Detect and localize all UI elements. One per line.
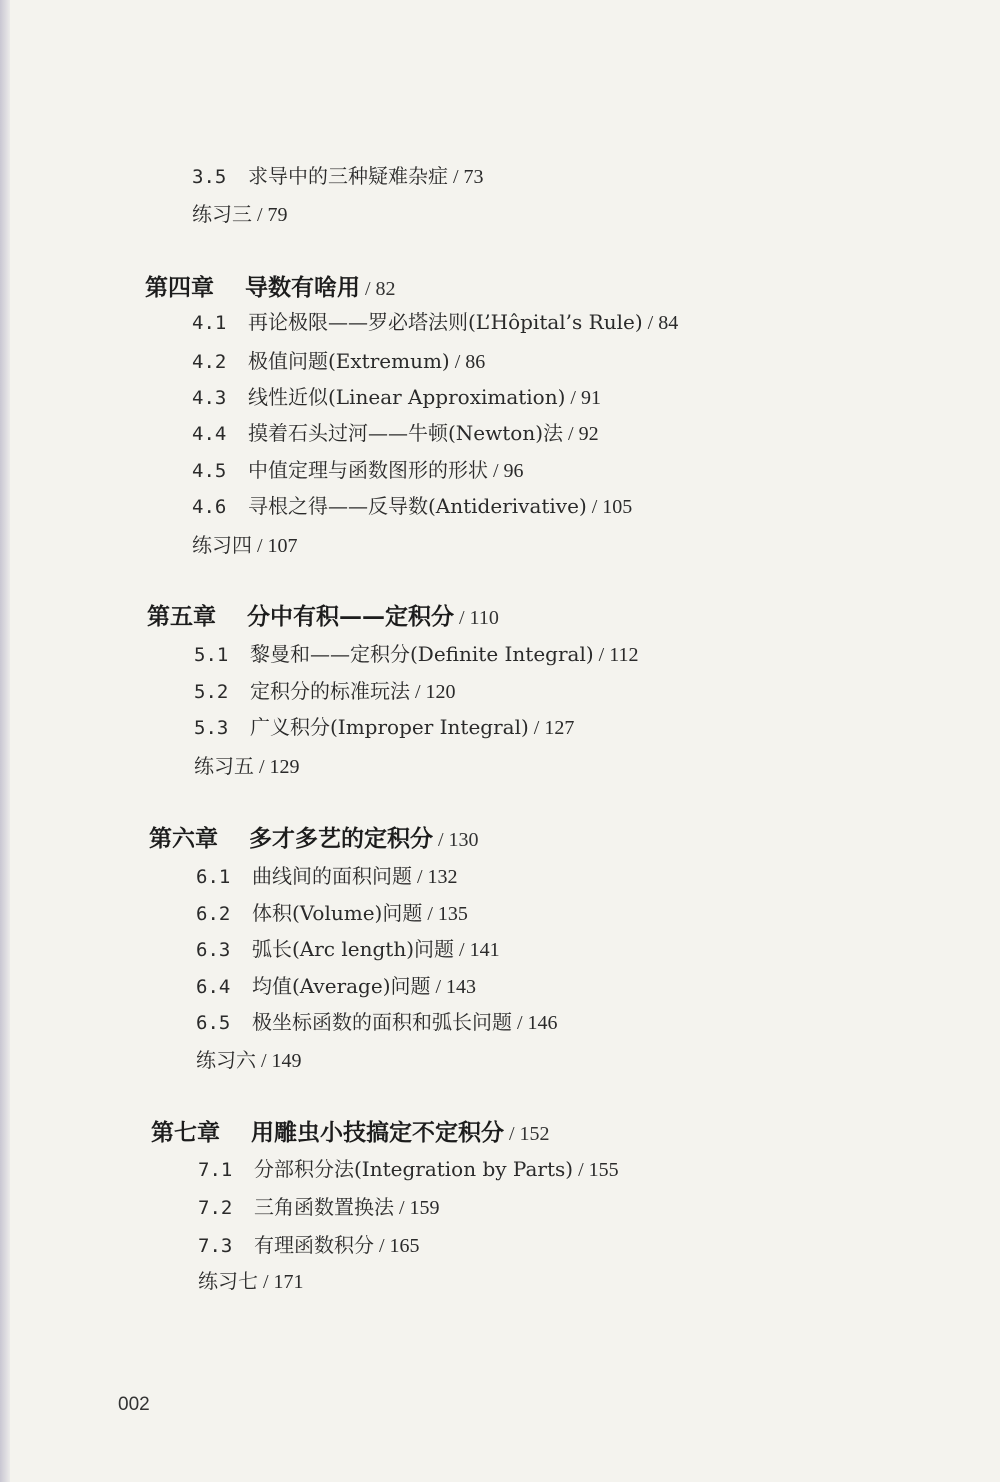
entry-title: 用雕虫小技搞定不定积分 xyxy=(251,1119,504,1146)
entry-page-number: / 171 xyxy=(258,1271,304,1293)
toc-entry xyxy=(192,383,601,412)
section-number: 5.1 xyxy=(194,644,229,666)
section-number: 6.5 xyxy=(196,1012,231,1034)
section-number: 6.3 xyxy=(196,939,231,961)
toc-entry xyxy=(192,162,484,191)
entry-title: 分中有积——定积分 xyxy=(247,603,454,630)
entry-page-number: / 155 xyxy=(573,1159,619,1181)
entry-title: 练习四 xyxy=(192,533,252,557)
entry-page-number: / 120 xyxy=(410,681,456,703)
entry-page-number: / 141 xyxy=(454,939,500,961)
chapter-heading xyxy=(145,274,396,303)
section-number: 7.2 xyxy=(198,1197,233,1219)
entry-page-number: / 129 xyxy=(254,756,300,778)
entry-title: 多才多艺的定积分 xyxy=(249,825,433,852)
chapter-heading xyxy=(151,1119,550,1148)
entry-page-number: / 107 xyxy=(252,535,298,557)
section-number: 6.4 xyxy=(196,976,231,998)
section-number: 5.3 xyxy=(194,717,229,739)
entry-title: 极坐标函数的面积和弧长问题 xyxy=(252,1010,512,1034)
entry-title: 广义积分(Improper Integral) xyxy=(250,715,529,739)
entry-title: 寻根之得——反导数(Antiderivative) xyxy=(248,494,587,518)
entry-title: 三角函数置换法 xyxy=(254,1195,394,1219)
entry-page-number: / 86 xyxy=(449,351,486,373)
exercise-entry xyxy=(196,1046,302,1075)
entry-title: 黎曼和——定积分(Definite Integral) xyxy=(250,642,594,666)
exercise-entry xyxy=(192,531,298,560)
entry-page-number: / 159 xyxy=(394,1197,440,1219)
entry-page-number: / 105 xyxy=(586,496,633,518)
entry-title: 弧长(Arc length)问题 xyxy=(252,937,455,961)
entry-title: 极值问题(Extremum) xyxy=(248,349,450,373)
chapter-label: 第五章 xyxy=(147,603,216,630)
section-number: 4.5 xyxy=(192,460,227,482)
toc-entry xyxy=(192,492,632,521)
toc-entry xyxy=(194,640,639,669)
section-number: 3.5 xyxy=(192,166,227,188)
entry-title: 中值定理与函数图形的形状 xyxy=(248,458,488,482)
entry-title: 再论极限——罗必塔法则(L’Hôpital’s Rule) xyxy=(248,310,643,334)
entry-title: 摸着石头过河——牛顿(Newton)法 xyxy=(248,421,564,445)
toc-entry xyxy=(196,972,476,1001)
entry-page-number: / 165 xyxy=(374,1235,420,1257)
section-number: 4.3 xyxy=(192,387,227,409)
entry-page-number: / 84 xyxy=(642,312,679,334)
toc-entry xyxy=(196,862,458,891)
entry-title: 练习五 xyxy=(194,754,254,778)
entry-title: 练习六 xyxy=(196,1048,256,1072)
chapter-label: 第七章 xyxy=(151,1119,220,1146)
toc-entry xyxy=(194,713,574,742)
toc-entry xyxy=(198,1193,440,1222)
entry-page-number: / 146 xyxy=(512,1012,558,1034)
section-number: 4.4 xyxy=(192,423,227,445)
section-number: 6.2 xyxy=(196,903,231,925)
entry-page-number: / 149 xyxy=(256,1050,302,1072)
entry-title: 均值(Average)问题 xyxy=(252,974,431,998)
chapter-heading xyxy=(147,603,499,632)
section-number: 7.3 xyxy=(198,1235,233,1257)
toc-entry xyxy=(196,899,468,928)
page-number: 002 xyxy=(118,1394,150,1415)
entry-title: 定积分的标准玩法 xyxy=(250,679,410,703)
toc-entry xyxy=(198,1231,420,1260)
entry-title: 曲线间的面积问题 xyxy=(252,864,412,888)
entry-title: 线性近似(Linear Approximation) xyxy=(248,385,566,409)
entry-page-number: / 132 xyxy=(412,866,458,888)
section-number: 4.1 xyxy=(192,312,227,334)
chapter-heading xyxy=(149,825,479,854)
toc-entry xyxy=(192,308,678,337)
exercise-entry xyxy=(198,1267,304,1296)
entry-title: 体积(Volume)问题 xyxy=(252,901,423,925)
entry-page-number: / 130 xyxy=(433,829,479,851)
toc-entry xyxy=(192,419,599,448)
toc-entry xyxy=(192,456,524,485)
toc-entry xyxy=(196,935,500,964)
entry-page-number: / 112 xyxy=(593,644,639,666)
toc-entry xyxy=(194,677,456,706)
exercise-entry xyxy=(194,752,300,781)
entry-page-number: / 92 xyxy=(563,423,599,445)
entry-title: 练习三 xyxy=(192,202,252,226)
section-number: 4.2 xyxy=(192,351,227,373)
entry-title: 练习七 xyxy=(198,1269,258,1293)
section-number: 7.1 xyxy=(198,1159,233,1181)
entry-page-number: / 82 xyxy=(360,278,396,300)
entry-page-number: / 91 xyxy=(565,387,601,409)
entry-title: 分部积分法(Integration by Parts) xyxy=(254,1157,574,1181)
entry-page-number: / 110 xyxy=(454,607,499,629)
toc-entry xyxy=(196,1008,558,1037)
entry-page-number: / 143 xyxy=(430,976,477,998)
exercise-entry xyxy=(192,200,288,229)
entry-page-number: / 135 xyxy=(422,903,468,925)
section-number: 6.1 xyxy=(196,866,231,888)
entry-page-number: / 79 xyxy=(252,204,288,226)
entry-page-number: / 96 xyxy=(488,460,524,482)
chapter-label: 第四章 xyxy=(145,274,214,301)
toc-entry xyxy=(198,1155,619,1184)
entry-title: 有理函数积分 xyxy=(254,1233,374,1257)
entry-page-number: / 73 xyxy=(448,166,484,188)
chapter-label: 第六章 xyxy=(149,825,218,852)
entry-page-number: / 152 xyxy=(504,1123,550,1145)
section-number: 5.2 xyxy=(194,681,229,703)
toc-entry xyxy=(192,347,485,376)
entry-page-number: / 127 xyxy=(528,717,575,739)
section-number: 4.6 xyxy=(192,496,227,518)
entry-title: 求导中的三种疑难杂症 xyxy=(248,164,448,188)
entry-title: 导数有啥用 xyxy=(245,274,360,301)
